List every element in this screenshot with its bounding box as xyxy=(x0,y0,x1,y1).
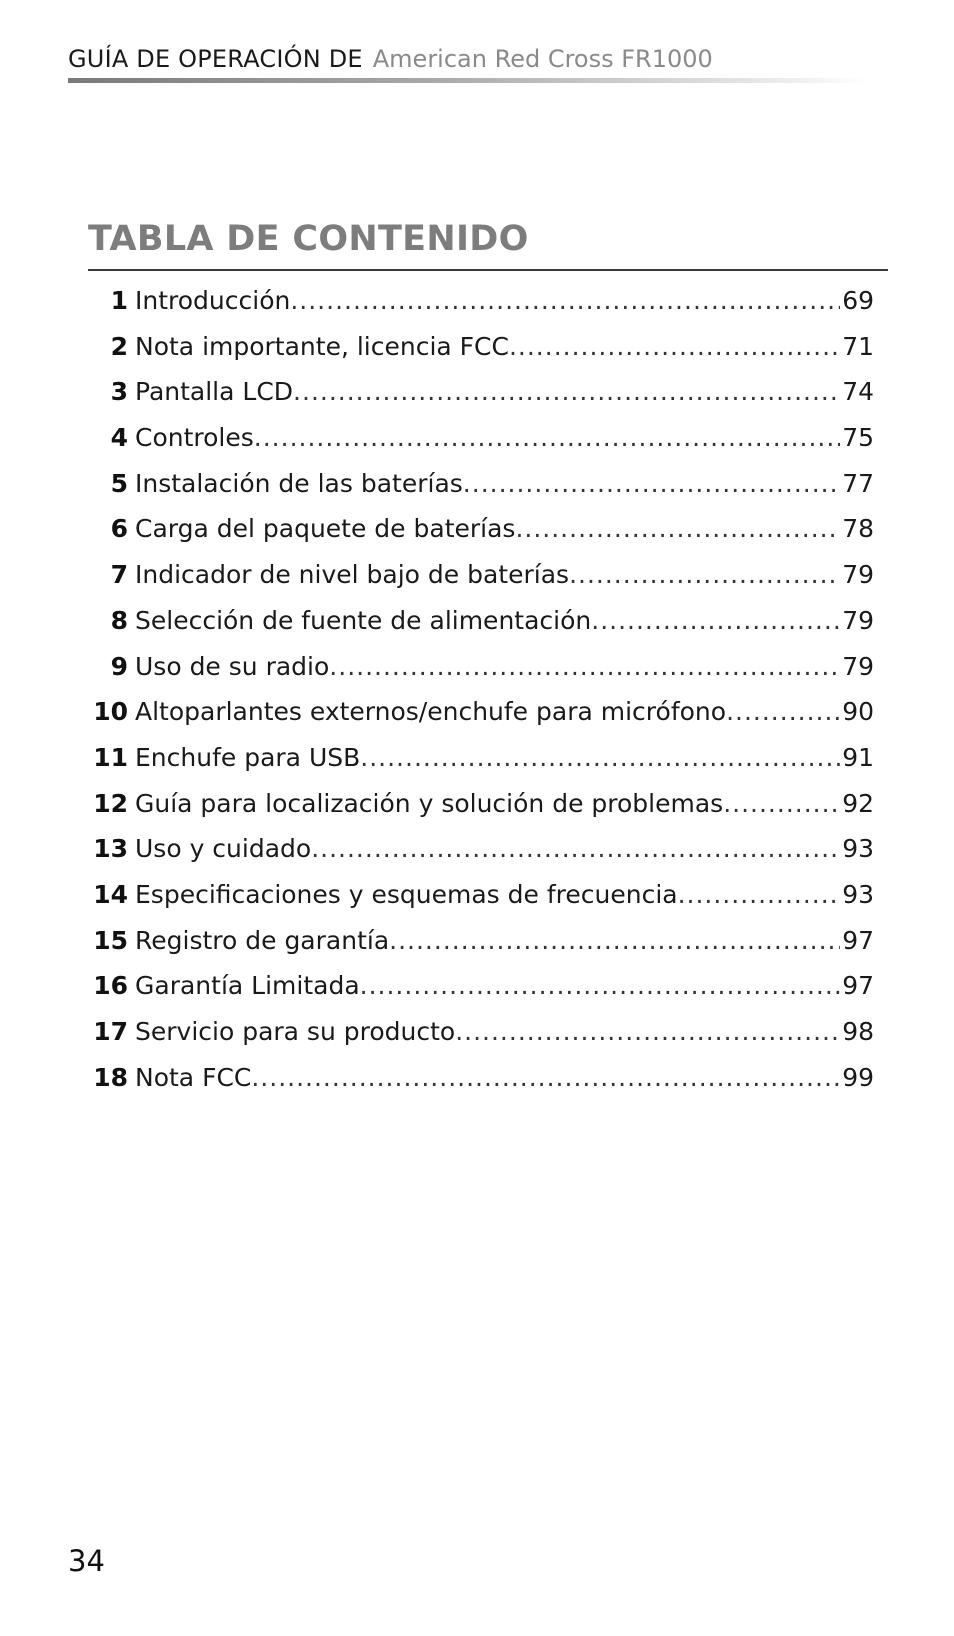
toc-entry-title: Controles xyxy=(135,423,254,453)
toc-entry-title: Nota FCC xyxy=(135,1062,252,1092)
toc-entry-number: 1 xyxy=(110,286,128,315)
toc-entry-number: 4 xyxy=(110,423,128,453)
toc-entry-page: 90 xyxy=(842,697,874,727)
toc-entry-page: 97 xyxy=(842,971,874,1001)
toc-title-divider xyxy=(88,269,888,271)
toc-entry-title: Enchufe para USB xyxy=(135,742,361,772)
toc-dot-leader xyxy=(569,552,840,597)
toc-entry-number: 7 xyxy=(110,560,128,590)
toc-dot-leader xyxy=(678,872,841,917)
header-product-name: American Red Cross FR1000 xyxy=(372,45,713,73)
running-header xyxy=(68,44,713,74)
toc-entry-number: 3 xyxy=(110,377,128,407)
toc-entry-title: Carga del paquete de baterías xyxy=(135,514,516,544)
toc-entry-number: 17 xyxy=(93,1017,128,1046)
header-divider xyxy=(68,78,868,83)
toc-entry[interactable] xyxy=(88,598,874,644)
toc-entry-number: 12 xyxy=(93,788,128,818)
toc-entry-page: 77 xyxy=(842,468,874,498)
toc-entry[interactable] xyxy=(88,918,874,964)
toc-entry-page: 69 xyxy=(842,286,874,315)
toc-entry[interactable] xyxy=(88,872,874,918)
toc-dot-leader xyxy=(463,461,840,506)
toc-entry[interactable] xyxy=(88,278,874,324)
toc-entry-title: Uso de su radio xyxy=(135,651,330,681)
toc-entry-page: 74 xyxy=(842,377,874,407)
toc-entry-number: 14 xyxy=(93,879,128,909)
toc-entry-number: 16 xyxy=(93,971,128,1001)
toc-entry-page: 97 xyxy=(842,925,874,955)
toc-entry-title: Servicio para su producto xyxy=(135,1017,456,1046)
toc-entry[interactable] xyxy=(88,644,874,690)
toc-entry[interactable] xyxy=(88,963,874,1009)
toc-dot-leader xyxy=(726,689,840,734)
toc-entry-page: 79 xyxy=(842,651,874,681)
toc-entry-number: 6 xyxy=(110,514,128,544)
toc-dot-leader xyxy=(360,735,840,780)
toc-dot-leader xyxy=(360,963,841,1008)
page-number: 34 xyxy=(68,1544,105,1578)
header-guide-label: GUÍA DE OPERACIÓN DE xyxy=(68,45,363,73)
toc-entry-title: Pantalla LCD xyxy=(135,377,294,407)
toc-entry[interactable] xyxy=(88,506,874,552)
toc-dot-leader xyxy=(455,1009,840,1054)
toc-entry-title: Altoparlantes externos/enchufe para micrófono xyxy=(135,697,727,727)
toc-dot-leader xyxy=(515,506,840,551)
toc-entry-page: 78 xyxy=(842,514,874,544)
toc-entry-number: 10 xyxy=(93,697,128,727)
toc-entry-number: 15 xyxy=(93,925,128,955)
toc-entry-number: 8 xyxy=(110,605,128,635)
toc-entry-title: Uso y cuidado xyxy=(135,834,312,864)
toc-entry-page: 99 xyxy=(842,1062,874,1092)
toc-title: TABLA DE CONTENIDO xyxy=(88,219,529,259)
toc-entry-title: Guía para localización y solución de problemas xyxy=(135,788,724,818)
toc-dot-leader xyxy=(293,369,840,414)
toc-entry[interactable] xyxy=(88,324,874,370)
toc-dot-leader xyxy=(251,1055,840,1100)
toc-entry[interactable] xyxy=(88,826,874,872)
toc-entry-title: Especificaciones y esquemas de frecuencia xyxy=(135,879,678,909)
toc-dot-leader xyxy=(329,644,840,689)
toc-entry-page: 71 xyxy=(842,331,874,361)
toc-entry-title: Selección de fuente de alimentación xyxy=(135,605,592,635)
toc-dot-leader xyxy=(290,278,840,323)
toc-dot-leader xyxy=(509,324,840,369)
toc-dot-leader xyxy=(254,415,840,460)
toc-entry-page: 75 xyxy=(842,423,874,453)
toc-entry[interactable] xyxy=(88,369,874,415)
toc-entry-number: 13 xyxy=(93,834,128,864)
toc-entry-number: 2 xyxy=(110,331,128,361)
toc-entry-title: Instalación de las baterías xyxy=(135,468,463,498)
toc-entry-number: 5 xyxy=(110,468,128,498)
toc-entry-title: Introducción xyxy=(135,286,291,315)
toc-entry-number: 18 xyxy=(93,1062,128,1092)
toc-entry[interactable] xyxy=(88,689,874,735)
toc-dot-leader xyxy=(723,781,840,826)
toc-entry-title: Nota importante, licencia FCC xyxy=(135,331,509,361)
toc-entry-number: 9 xyxy=(110,651,128,681)
toc-entry[interactable] xyxy=(88,552,874,598)
toc-entry-title: Garantía Limitada xyxy=(135,971,360,1001)
toc-entry-page: 79 xyxy=(842,560,874,590)
toc-entry-page: 93 xyxy=(842,834,874,864)
toc-entry[interactable] xyxy=(88,1055,874,1101)
toc-entry-page: 91 xyxy=(842,742,874,772)
toc-dot-leader xyxy=(591,598,840,643)
toc-dot-leader xyxy=(389,918,840,963)
toc-entry[interactable] xyxy=(88,415,874,461)
toc-list xyxy=(88,278,874,1100)
toc-entry-number: 11 xyxy=(93,742,128,772)
toc-entry-page: 98 xyxy=(842,1017,874,1046)
toc-entry[interactable] xyxy=(88,1009,874,1055)
toc-entry[interactable] xyxy=(88,461,874,507)
toc-entry-title: Registro de garantía xyxy=(135,925,390,955)
toc-entry-title: Indicador de nivel bajo de baterías xyxy=(135,560,570,590)
toc-entry-page: 93 xyxy=(842,879,874,909)
toc-entry-page: 79 xyxy=(842,605,874,635)
toc-dot-leader xyxy=(311,826,840,871)
toc-entry[interactable] xyxy=(88,781,874,827)
toc-entry-page: 92 xyxy=(842,788,874,818)
toc-entry[interactable] xyxy=(88,735,874,781)
